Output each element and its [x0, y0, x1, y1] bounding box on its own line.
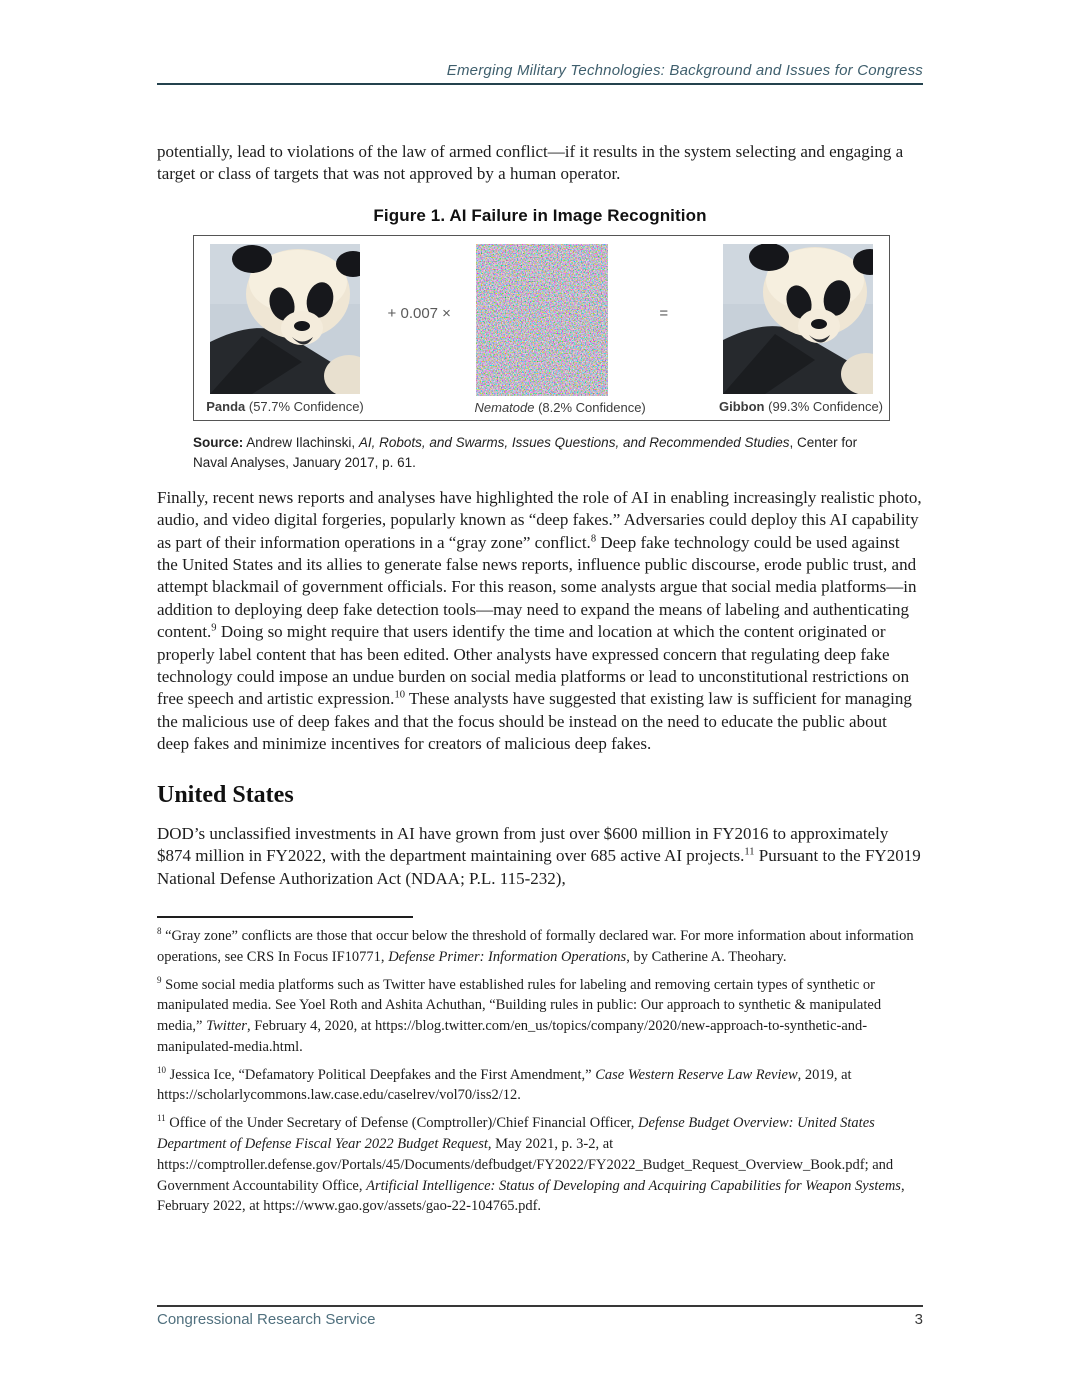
footnote-8: $^8$ “Gray zone” conflicts are those that occur below the threshold of formally declared war. For more information about information operations, see CRS In Focus IF10771, Defense Primer: Information Operations, by Catherine A. Theohary. [157, 926, 914, 965]
panel-caption-panda: Panda (57.7% Confidence) [206, 398, 364, 414]
multiply-operator: + 0.007 × [387, 305, 451, 323]
page-footer [157, 1305, 923, 1328]
section-heading-united-states: United States [157, 781, 294, 808]
figure-panel-gibbon [719, 244, 884, 414]
figure-panel-panda [206, 244, 364, 414]
page-content [157, 0, 923, 1224]
figure-1 [157, 206, 923, 473]
noise-image-wrap [475, 244, 609, 396]
gibbon-image-wrap [719, 244, 877, 395]
intro-paragraph: potentially, lead to violations of the law of armed conflict—if it results in the system selecting and engaging a target or class of targets that was not approved by a human operator. [157, 142, 904, 184]
footnotes-section [157, 926, 923, 1217]
running-header [157, 0, 923, 85]
adversarial-noise-image [476, 244, 608, 396]
panel-caption-gibbon: Gibbon (99.3% Confidence) [719, 398, 884, 414]
figure-source-note: Source: Andrew Ilachinski, AI, Robots, and Swarms, Issues Questions, and Recommended Studies, Center for Naval Analyses, January 2017, p. 61. [193, 434, 858, 470]
footnote-separator [157, 916, 413, 918]
gibbon-image [723, 244, 873, 394]
footnote-10: $^{10}$ Jessica Ice, “Defamatory Political Deepfakes and the First Amendment,” Case Western Reserve Law Review, 2019, at https://scholarlycommons.law.case.edu/caselrev/vol70/iss2/12. [157, 1064, 852, 1104]
us-investments-paragraph: DOD’s unclassified investments in AI have grown from just over $600 million in FY2016 to approximately $874 million in FY2022, with the department maintaining over 685 active AI projects.$^{11}$ Pursuant to the FY2019 National Defense Authorization Act (NDAA; P.L. 115-232), [157, 823, 921, 888]
panel-caption-nematode: Nematode (8.2% Confidence) [474, 399, 646, 415]
equals-operator: = [659, 305, 669, 323]
figure-panel-noise [474, 244, 646, 415]
figure-title: Figure 1. AI Failure in Image Recognition [373, 205, 707, 225]
page-number: 3 [914, 1311, 923, 1328]
deepfakes-paragraph: Finally, recent news reports and analyses have highlighted the role of AI in enabling increasingly realistic photo, audio, and video digital forgeries, popularly known as “deep fakes.” Adversaries could deploy this AI capability as part of their information operations in a “gray zone” conflict.$^8$ Deep fake technology could be used against the United States and its allies to generate false news reports, influence public discourse, erode public trust, and attempt blackmail of government officials. For this reason, some analysts argue that social media platforms—in addition to deploying deep fake detection tools—may need to expand the means of labeling and authenticating content.$^9$ Doing so might require that users identify the time and location at which the content originated or properly label content that has been edited. Other analysts have expressed concern that regulating deep fake technology could impose an undue burden on social media platforms or lead to unconstitutional restrictions on free speech and artistic expression.$^{10}$ These analysts have suggested that existing law is sufficient for managing the malicious use of deep fakes and that the focus should be instead on the need to educate the public about deep fakes and minimize incentives for creators of malicious deep fakes. [157, 487, 922, 754]
panda-image-wrap [206, 244, 364, 395]
running-header-title: Emerging Military Technologies: Background and Issues for Congress [446, 62, 923, 79]
footnote-11: $^{11}$ Office of the Under Secretary of Defense (Comptroller)/Chief Financial Officer, Defense Budget Overview: United States Department of Defense Fiscal Year 2022 Budget Request, May 2021, p. 3-2, at https://comptroller.defense.gov/Portals/45/Documents/defbudget/FY2022/FY2022_Budget_Request_Overview_Book.pdf; and Government Accountability Office, Artificial Intelligence: Status of Developing and Acquiring Capabilities for Weapon Systems, February 2022, at https://www.gao.gov/assets/gao-22-104765.pdf. [157, 1113, 905, 1215]
panda-image [210, 244, 360, 394]
footer-organization: Congressional Research Service [157, 1311, 376, 1328]
figure-box [193, 235, 890, 421]
footnote-9: $^9$ Some social media platforms such as Twitter have established rules for labeling and removing certain types of synthetic or manipulated media. See Yoel Roth and Ashita Achuthan, “Building rules in public: Our approach to synthetic & manipulated media,” Twitter, February 4, 2020, at https://blog.twitter.com/en_us/topics/company/2020/new-approach-to-synthetic-and-manipulated-media.html. [157, 974, 882, 1055]
